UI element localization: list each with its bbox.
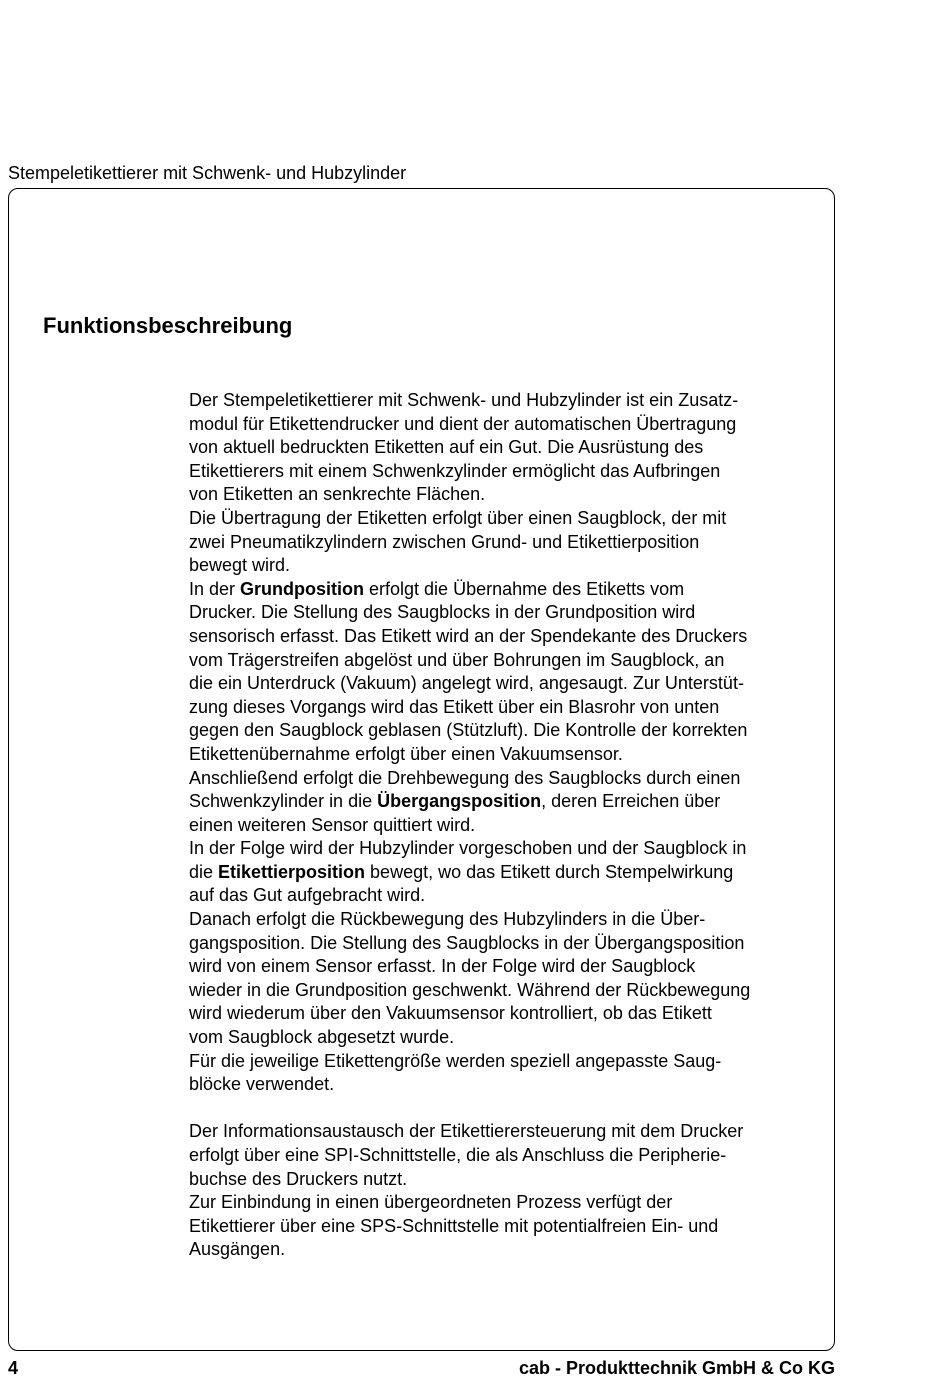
text-line: erfolgt über eine SPI-Schnittstelle, die als Anschluss die Peripherie- bbox=[189, 1145, 727, 1165]
text-line: vom Trägerstreifen abgelöst und über Bohrungen im Saugblock, an bbox=[189, 649, 725, 670]
text-line: von Etiketten an senkrechte Flächen. bbox=[189, 484, 486, 505]
text-line: Der Stempeletikettierer mit Schwenk- und Hubzylinder ist ein Zusatz- bbox=[189, 390, 739, 410]
text-line: bewegt wird. bbox=[189, 555, 291, 576]
text-line: einen weiteren Sensor quittiert wird. bbox=[189, 814, 476, 835]
text-line: In der Folge wird der Hubzylinder vorgeschoben und der Saugblock in bbox=[189, 838, 747, 859]
text-line: wieder in die Grundposition geschwenkt. Während der Rückbewegung bbox=[189, 979, 751, 1000]
text-line: Die Übertragung der Etiketten erfolgt über einen Saugblock, der mit bbox=[189, 507, 727, 528]
text-line: gegen den Saugblock geblasen (Stützluft). Die Kontrolle der korrekten bbox=[189, 720, 748, 741]
text-run: bewegt, wo das Etikett durch Stempelwirkung bbox=[365, 861, 734, 882]
text-line: von aktuell bedruckten Etiketten auf ein Gut. Die Ausrüstung des bbox=[189, 437, 704, 458]
text-line: auf das Gut aufgebracht wird. bbox=[189, 885, 426, 906]
text-line: zung dieses Vorgangs wird das Etikett über ein Blasrohr von unten bbox=[189, 696, 720, 717]
text-line: Der Informationsaustausch der Etikettierersteuerung mit dem Drucker bbox=[189, 1121, 744, 1142]
text-line: Drucker. Die Stellung des Saugblocks in der Grundposition wird bbox=[189, 602, 696, 623]
text-line: blöcke verwendet. bbox=[189, 1074, 335, 1095]
running-header: Stempeletikettierer mit Schwenk- und Hubzylinder bbox=[8, 163, 407, 183]
text-line: Etikettenübernahme erfolgt über einen Vakuumsensor. bbox=[189, 743, 623, 764]
text-line: Ausgängen. bbox=[189, 1239, 286, 1260]
text-line bbox=[189, 578, 829, 602]
text-line: Anschließend erfolgt die Drehbewegung des Saugblocks durch einen bbox=[189, 767, 741, 788]
text-line: modul für Etikettendrucker und dient der automatischen Übertragung bbox=[189, 413, 737, 434]
text-line: zwei Pneumatikzylindern zwischen Grund- und Etikettierposition bbox=[189, 531, 700, 552]
text-run: In der bbox=[189, 578, 241, 599]
emphasized-term: Übergangsposition bbox=[377, 791, 542, 812]
text-line: Etikettierers mit einem Schwenkzylinder ermöglicht das Aufbringen bbox=[189, 460, 721, 481]
text-line: vom Saugblock abgesetzt wurde. bbox=[189, 1027, 455, 1048]
emphasized-term: Etikettierposition bbox=[218, 861, 366, 882]
text-line bbox=[189, 861, 829, 885]
text-line: sensorisch erfasst. Das Etikett wird an der Spendekante des Druckers bbox=[189, 625, 748, 646]
text-line: gangsposition. Die Stellung des Saugblocks in der Übergangsposition bbox=[189, 932, 745, 953]
text-line: wird von einem Sensor erfasst. In der Folge wird der Saugblock bbox=[189, 956, 696, 977]
text-line: buchse des Druckers nutzt. bbox=[189, 1168, 408, 1189]
text-line: die ein Unterdruck (Vakuum) angelegt wird, angesaugt. Zur Unterstüt- bbox=[189, 673, 744, 694]
paragraph-spacer bbox=[189, 1097, 829, 1121]
body-text bbox=[189, 389, 829, 1262]
emphasized-term: Grundposition bbox=[240, 578, 365, 599]
text-line: Danach erfolgt die Rückbewegung des Hubzylinders in die Über- bbox=[189, 909, 706, 930]
section-title: Funktionsbeschreibung bbox=[43, 313, 293, 338]
text-run: Schwenkzylinder in die bbox=[189, 791, 378, 812]
text-run: die bbox=[189, 861, 219, 882]
page-number: 4 bbox=[8, 1358, 19, 1378]
text-line: Zur Einbindung in einen übergeordneten Prozess verfügt der bbox=[189, 1192, 673, 1213]
text-line bbox=[189, 790, 829, 814]
text-run: , deren Erreichen über bbox=[541, 791, 721, 812]
company-name: cab - Produkttechnik GmbH & Co KG bbox=[518, 1358, 835, 1378]
text-line: wird wiederum über den Vakuumsensor kontrolliert, ob das Etikett bbox=[189, 1003, 712, 1024]
text-line: Für die jeweilige Etikettengröße werden speziell angepasste Saug- bbox=[189, 1050, 722, 1071]
text-run: erfolgt die Übernahme des Etiketts vom bbox=[364, 578, 685, 599]
text-line: Etikettierer über eine SPS-Schnittstelle mit potentialfreien Ein- und bbox=[189, 1215, 719, 1236]
